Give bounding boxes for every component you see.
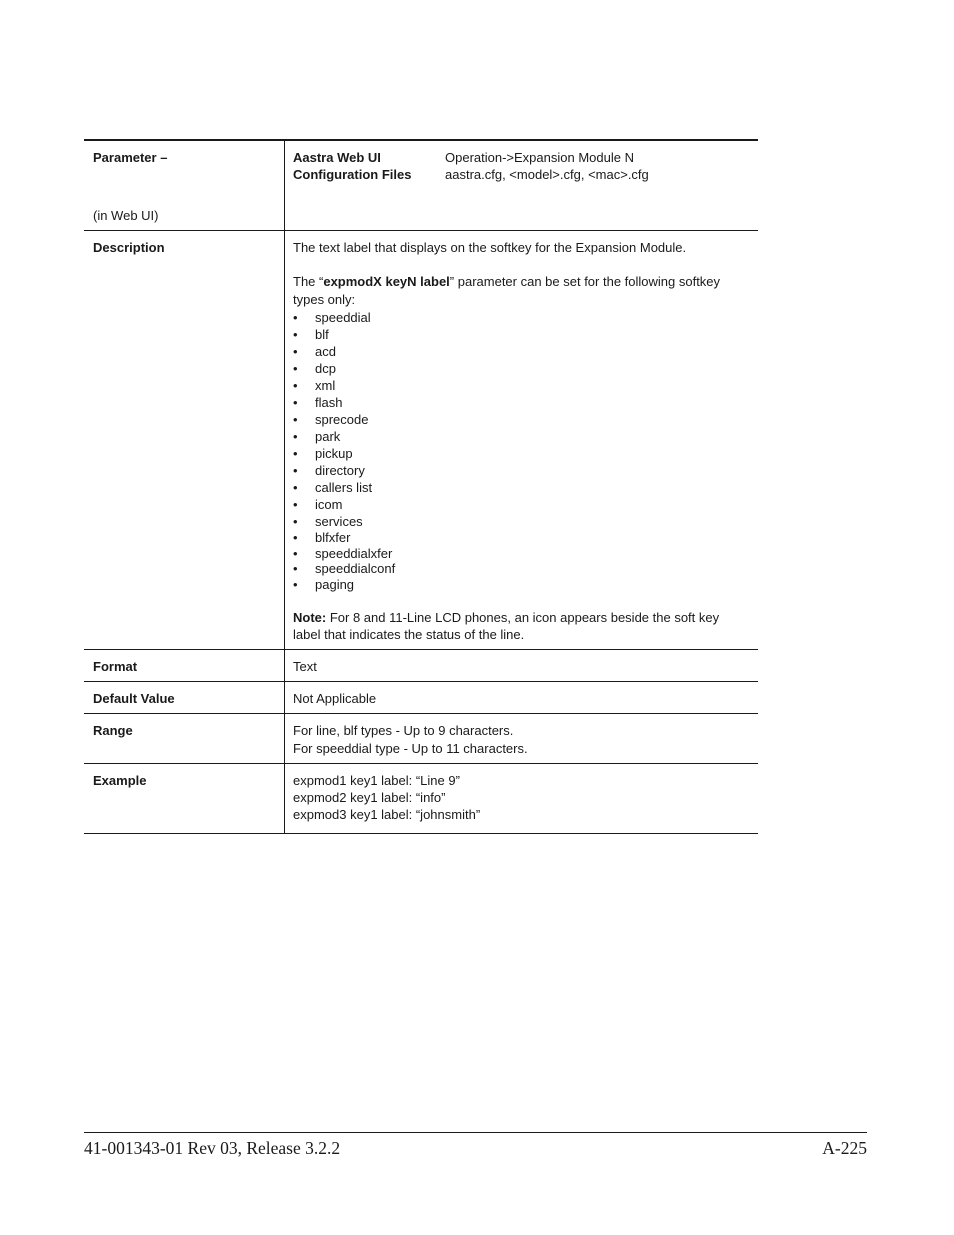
format-label: Format	[84, 650, 285, 681]
softkey-type-item	[293, 411, 750, 428]
parameter-table	[84, 139, 758, 834]
description-intro: The text label that displays on the softkey for the Expansion Module.	[293, 240, 687, 255]
example-label: Example	[84, 764, 285, 833]
bullet-icon: •	[293, 429, 298, 444]
softkey-type-item	[293, 394, 750, 411]
softkey-type-label: icom	[315, 497, 343, 512]
softkey-type-item	[293, 513, 750, 530]
range-line-1: For line, blf types - Up to 9 characters.	[293, 723, 514, 738]
web-ui-value: Operation->Expansion Module N	[445, 150, 634, 165]
default-value-value: Not Applicable	[293, 691, 377, 706]
description-note	[293, 609, 750, 643]
parameter-label: Parameter –	[93, 150, 168, 165]
softkey-type-label: blfxfer	[315, 530, 351, 545]
bullet-icon: •	[293, 378, 298, 393]
note-label: Note:	[293, 610, 327, 625]
softkey-type-label: acd	[315, 344, 336, 359]
softkey-type-label: directory	[315, 463, 365, 478]
parameter-value-cell	[285, 141, 758, 230]
softkey-type-item	[293, 530, 750, 546]
softkey-type-item	[293, 343, 750, 360]
row-example	[84, 764, 758, 834]
softkey-type-item	[293, 360, 750, 377]
bullet-icon: •	[293, 395, 298, 410]
row-format	[84, 650, 758, 682]
softkey-type-item	[293, 479, 750, 496]
row-parameter	[84, 141, 758, 231]
default-value-label: Default Value	[84, 682, 285, 713]
softkey-type-label: xml	[315, 378, 336, 393]
page-footer	[84, 1132, 867, 1159]
bullet-icon: •	[293, 327, 298, 342]
example-line: expmod1 key1 label: “Line 9”	[293, 773, 460, 788]
example-value-cell	[285, 764, 758, 833]
softkey-type-item	[293, 561, 750, 577]
softkey-type-label: blf	[315, 327, 329, 342]
example-line: expmod2 key1 label: “info”	[293, 790, 446, 805]
range-line-2: For speeddial type - Up to 11 characters.	[293, 741, 528, 756]
description-paragraph: The “expmodX keyN label” parameter can be set for the following softkey types only:	[293, 274, 721, 307]
softkey-type-item	[293, 445, 750, 462]
bullet-icon: •	[293, 514, 298, 529]
note-text: For 8 and 11-Line LCD phones, an icon appears beside the soft key label that indicates the status of the line.	[293, 610, 720, 642]
parameter-sublabel: (in Web UI)	[93, 208, 159, 223]
softkey-type-label: sprecode	[315, 412, 369, 427]
bullet-icon: •	[293, 497, 298, 512]
config-files-key: Configuration Files	[293, 167, 412, 182]
bullet-icon: •	[293, 480, 298, 495]
softkey-type-item	[293, 428, 750, 445]
row-description	[84, 231, 758, 650]
document-id: 41-001343-01 Rev 03, Release 3.2.2	[84, 1138, 341, 1158]
bullet-icon: •	[293, 361, 298, 376]
parameter-name: expmodX keyN label	[323, 274, 450, 289]
parameter-label-cell	[84, 141, 285, 230]
description-label: Description	[84, 231, 285, 649]
bullet-icon: •	[293, 576, 298, 592]
bullet-icon: •	[293, 412, 298, 427]
softkey-type-label: dcp	[315, 361, 336, 376]
softkey-type-label: pickup	[315, 446, 353, 461]
bullet-icon: •	[293, 463, 298, 478]
row-range	[84, 714, 758, 764]
softkey-type-label: speeddialconf	[315, 561, 396, 576]
softkey-type-label: callers list	[315, 480, 373, 495]
config-files-value: aastra.cfg, <model>.cfg, <mac>.cfg	[445, 167, 649, 182]
bullet-icon: •	[293, 561, 298, 576]
web-ui-line	[293, 149, 750, 166]
softkey-type-item	[293, 326, 750, 343]
description-value-cell	[285, 231, 758, 649]
bullet-icon: •	[293, 310, 298, 325]
config-files-line	[293, 166, 750, 183]
softkey-type-item	[293, 309, 750, 326]
softkey-type-item	[293, 462, 750, 479]
bullet-icon: •	[293, 545, 298, 561]
softkey-type-item	[293, 546, 750, 562]
web-ui-key: Aastra Web UI	[293, 150, 381, 165]
softkey-type-item	[293, 496, 750, 513]
format-value: Text	[293, 659, 317, 674]
row-default-value	[84, 682, 758, 714]
softkey-type-label: speeddialxfer	[315, 545, 393, 561]
softkey-type-label: flash	[315, 395, 343, 410]
softkey-type-label: park	[315, 429, 341, 444]
bullet-icon: •	[293, 530, 298, 545]
page-number: A-225	[822, 1138, 867, 1158]
softkey-type-list	[293, 309, 750, 592]
example-line: expmod3 key1 label: “johnsmith”	[293, 807, 481, 822]
softkey-type-label: services	[315, 514, 363, 529]
softkey-type-label: speeddial	[315, 310, 371, 325]
bullet-icon: •	[293, 446, 298, 461]
bullet-icon: •	[293, 344, 298, 359]
softkey-type-item	[293, 377, 750, 394]
range-value-cell	[285, 714, 758, 763]
softkey-type-item	[293, 577, 750, 593]
softkey-type-label: paging	[315, 576, 355, 592]
range-label: Range	[84, 714, 285, 763]
